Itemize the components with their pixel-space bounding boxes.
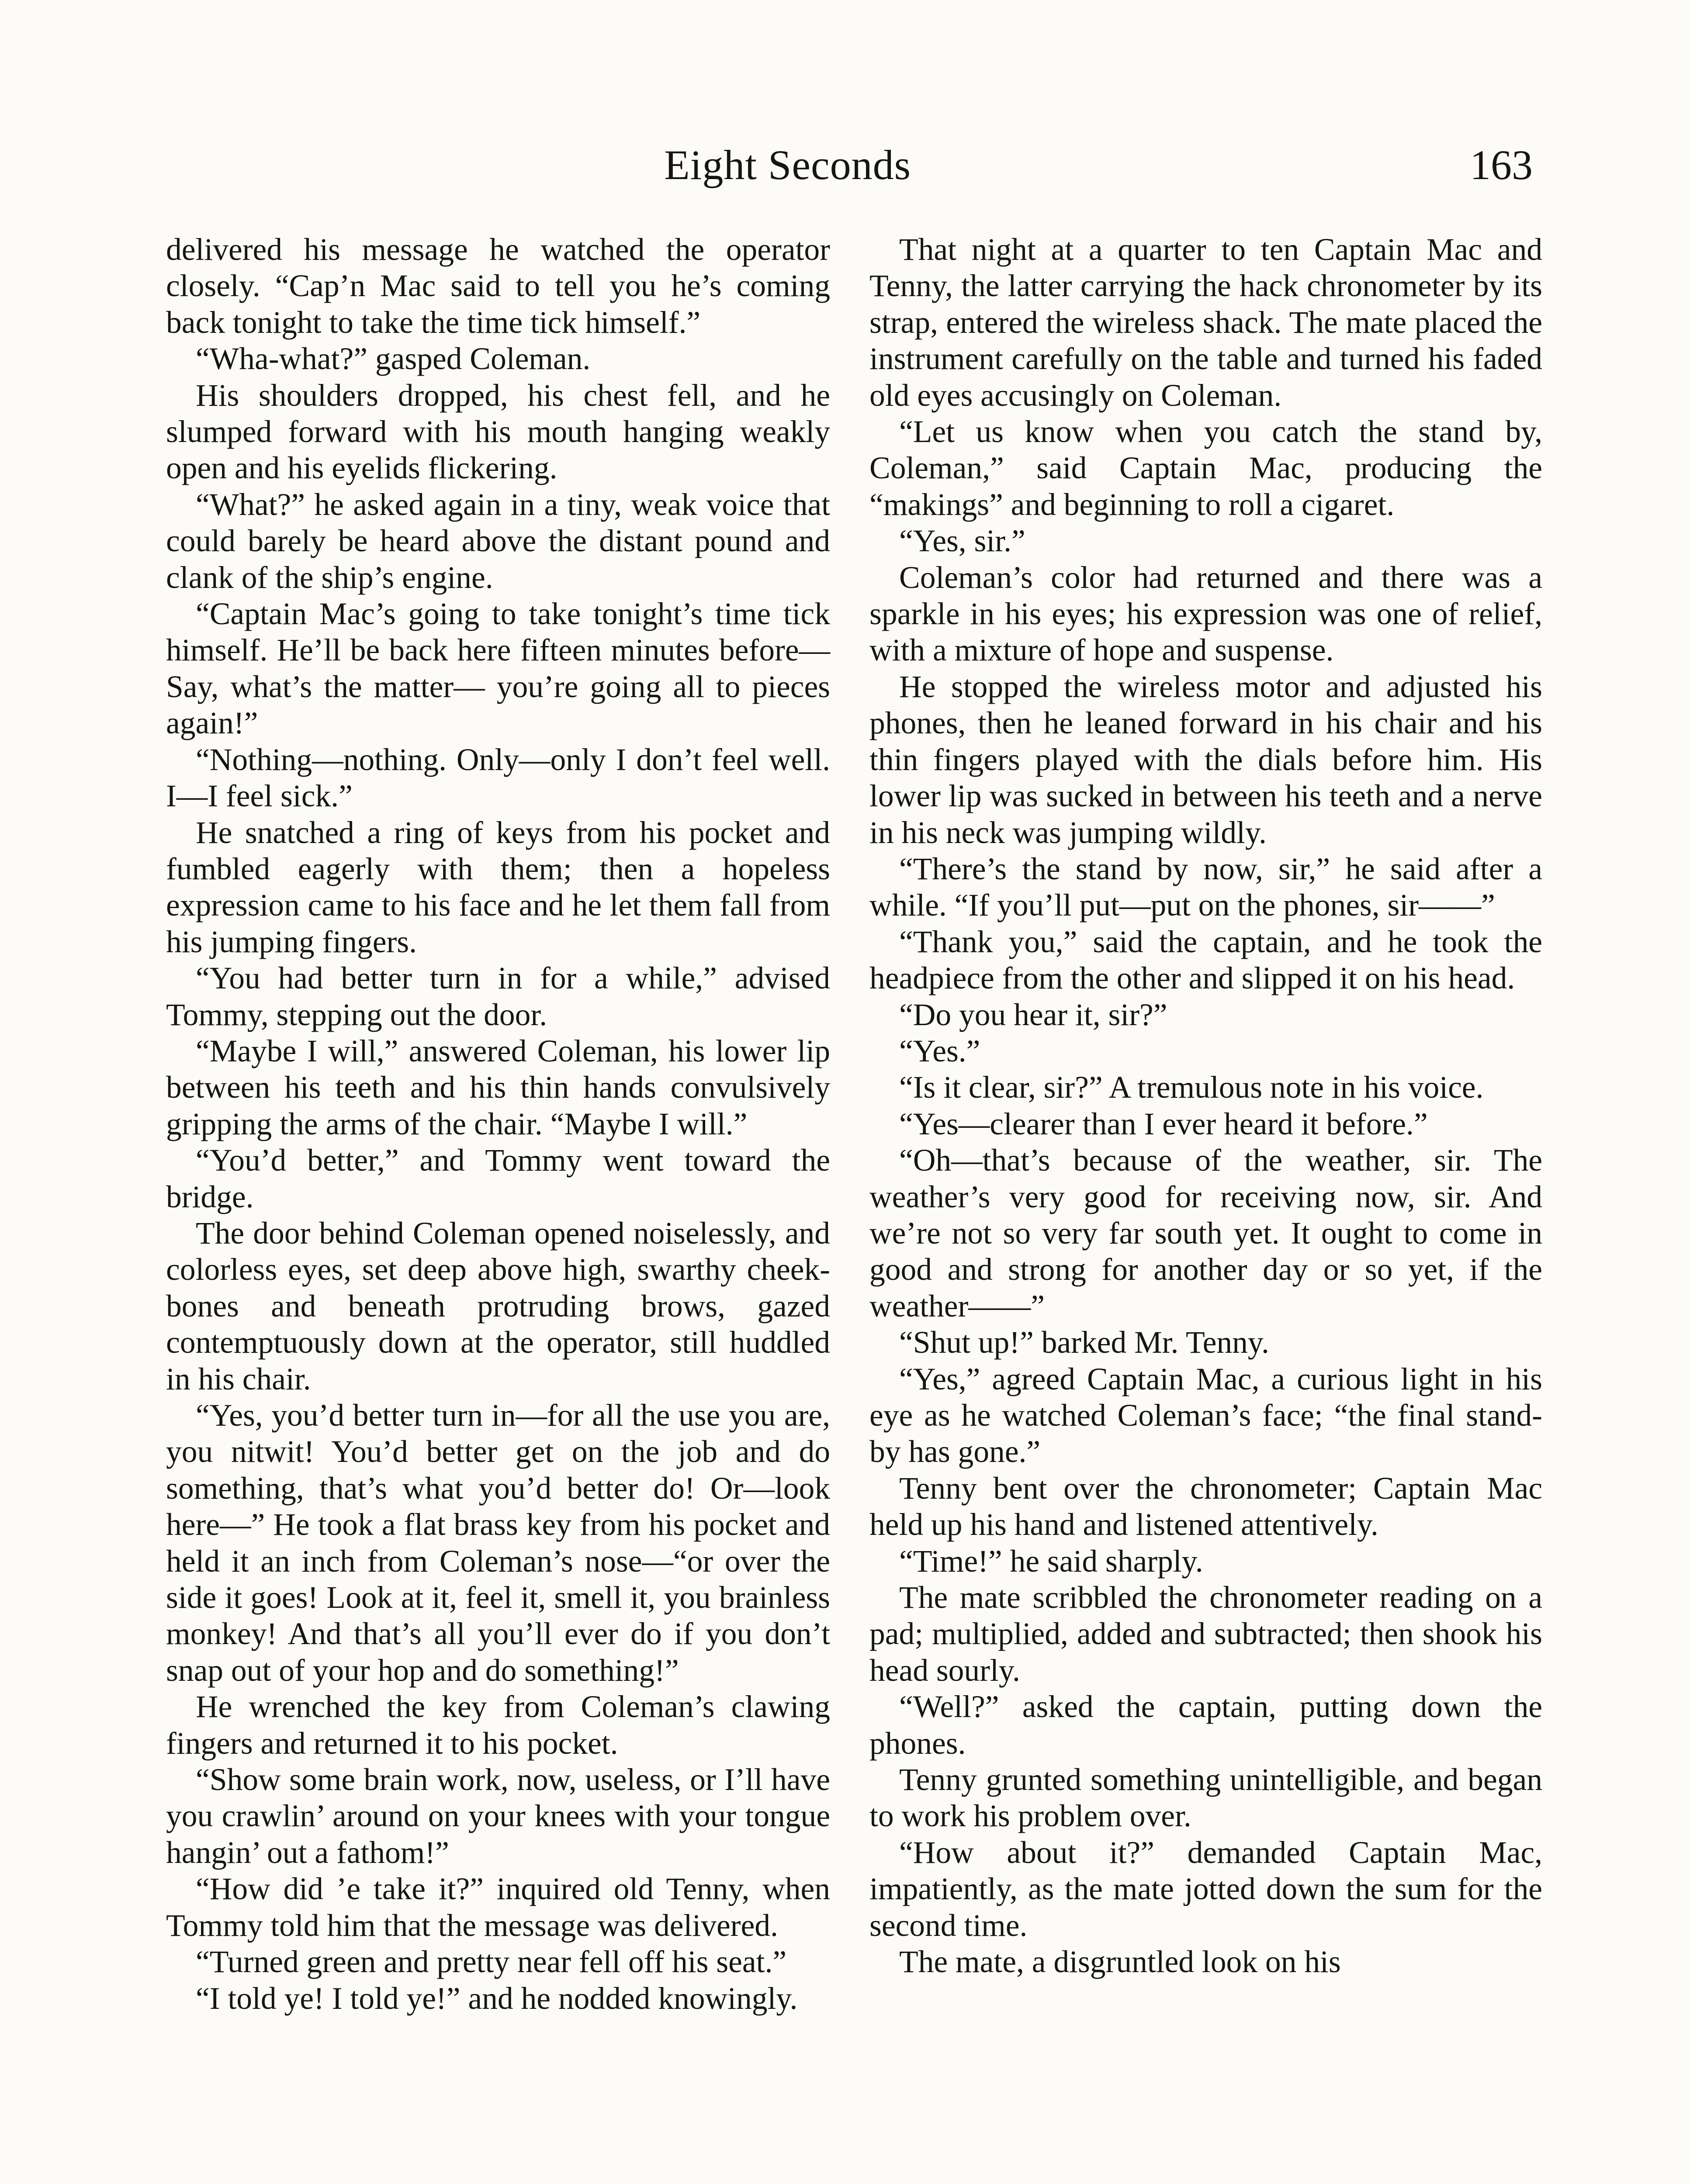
paragraph: “Turned green and pretty near fell off his seat.” (196, 1945, 787, 1980)
paragraph: “Yes, sir.” (899, 524, 1025, 559)
paragraph: “What?” he asked again in a tiny, weak voice that could barely be heard above the distant pound and clank of the ship’s engine. (166, 487, 830, 595)
paragraph: “Shut up!” barked Mr. Tenny. (899, 1325, 1269, 1360)
paragraph: “Yes.” (899, 1033, 980, 1068)
paragraph: “Thank you,” said the captain, and he took the headpiece from the other and slipped it on his head. (869, 924, 1542, 996)
paragraph: “There’s the stand by now, sir,” he said after a while. “If you’ll put—put on the phones, sir——” (869, 851, 1542, 923)
running-title: Eight Seconds (664, 142, 911, 188)
paragraph: “Do you hear it, sir?” (899, 997, 1167, 1032)
running-head (0, 139, 1690, 200)
paragraph: “You’d better,” and Tommy went toward the bridge. (166, 1143, 830, 1214)
paragraph: The mate scribbled the chronometer reading on a pad; multiplied, added and subtracted; then shook his head sourly. (869, 1580, 1542, 1688)
paragraph: “Captain Mac’s going to take tonight’s time tick himself. He’ll be back here fifteen minutes before— Say, what’s the matter— you’re going all to pieces again!” (166, 597, 830, 741)
right-column (869, 232, 1542, 1980)
paragraph: “Yes, you’d better turn in—for all the use you are, you nitwit! You’d better get on the job and do something, that’s what you’d better do! Or—look here—” He took a flat brass key from his pocket and held it an inch from Coleman’s nose—“or over the side it goes! Look at it, feel it, smell it, you brainless monkey! And that’s all you’ll ever do if you don’t snap out of your hop and do something!” (166, 1398, 830, 1688)
paragraph: “How did ’e take it?” inquired old Tenny, when Tommy told him that the message was delivered. (166, 1872, 830, 1943)
paragraph: Tenny grunted something unintelligible, and began to work his problem over. (869, 1762, 1542, 1834)
paragraph: Coleman’s color had returned and there was a sparkle in his eyes; his expression was one of relief, with a mixture of hope and suspense. (869, 560, 1542, 668)
paragraph: He stopped the wireless motor and adjusted his phones, then he leaned forward in his chair and his thin fingers played with the dials before him. His lower lip was sucked in between his teeth and a nerve in his neck was jumping wildly. (869, 669, 1542, 850)
paragraph: The door behind Coleman opened noiselessly, and colorless eyes, set deep above high, swarthy cheek-bones and beneath protruding brows, gazed contemptuously down at the operator, still huddled in his chair. (166, 1216, 830, 1396)
paragraph: “Show some brain work, now, useless, or I’ll have you crawlin’ around on your knees with your tongue hangin’ out a fathom!” (166, 1762, 830, 1870)
paragraph: The mate, a disgruntled look on his (899, 1945, 1341, 1980)
paragraph: “Yes,” agreed Captain Mac, a curious light in his eye as he watched Coleman’s face; “the final stand-by has gone.” (869, 1362, 1542, 1469)
paragraph: “Nothing—nothing. Only—only I don’t feel well. I—I feel sick.” (166, 742, 830, 814)
paragraph: “You had better turn in for a while,” advised Tommy, stepping out the door. (166, 961, 830, 1032)
paragraph: “Is it clear, sir?” A tremulous note in his voice. (899, 1070, 1484, 1105)
paragraph: “Wha-what?” gasped Coleman. (196, 342, 591, 377)
paragraph: “Time!” he said sharply. (899, 1544, 1203, 1579)
paragraph: “How about it?” demanded Captain Mac, impatiently, as the mate jotted down the sum for the second time. (869, 1835, 1542, 1943)
paragraph: “I told ye! I told ye!” and he nodded knowingly. (196, 1981, 798, 2016)
paragraph: He snatched a ring of keys from his pocket and fumbled eagerly with them; then a hopeless expression came to his face and he let them fall from his jumping fingers. (166, 815, 830, 959)
paragraph: That night at a quarter to ten Captain Mac and Tenny, the latter carrying the hack chronometer by its strap, entered the wireless shack. The mate placed the instrument carefully on the table and turned his faded old eyes accusingly on Coleman. (869, 232, 1542, 413)
left-column (166, 232, 830, 2017)
paragraph: “Maybe I will,” answered Coleman, his lower lip between his teeth and his thin hands convulsively gripping the arms of the chair. “Maybe I will.” (166, 1033, 830, 1141)
paragraph: His shoulders dropped, his chest fell, and he slumped forward with his mouth hanging weakly open and his eyelids flickering. (166, 378, 830, 486)
paragraph: “Yes—clearer than I ever heard it before.” (899, 1106, 1428, 1141)
paragraph: He wrenched the key from Coleman’s clawing fingers and returned it to his pocket. (166, 1690, 830, 1761)
page-number: 163 (1470, 142, 1533, 188)
paragraph: delivered his message he watched the operator closely. “Cap’n Mac said to tell you he’s coming back tonight to take the time tick himself.” (166, 232, 830, 340)
paragraph: “Oh—that’s because of the weather, sir. The weather’s very good for receiving now, sir. And we’re not so very far south yet. It ought to come in good and strong for another day or so yet, if the weather——” (869, 1143, 1542, 1324)
paragraph: “Let us know when you catch the stand by, Coleman,” said Captain Mac, producing the “makings” and beginning to roll a cigaret. (869, 415, 1542, 522)
paragraph: Tenny bent over the chronometer; Captain Mac held up his hand and listened attentively. (869, 1471, 1542, 1542)
paragraph: “Well?” asked the captain, putting down the phones. (869, 1690, 1542, 1761)
